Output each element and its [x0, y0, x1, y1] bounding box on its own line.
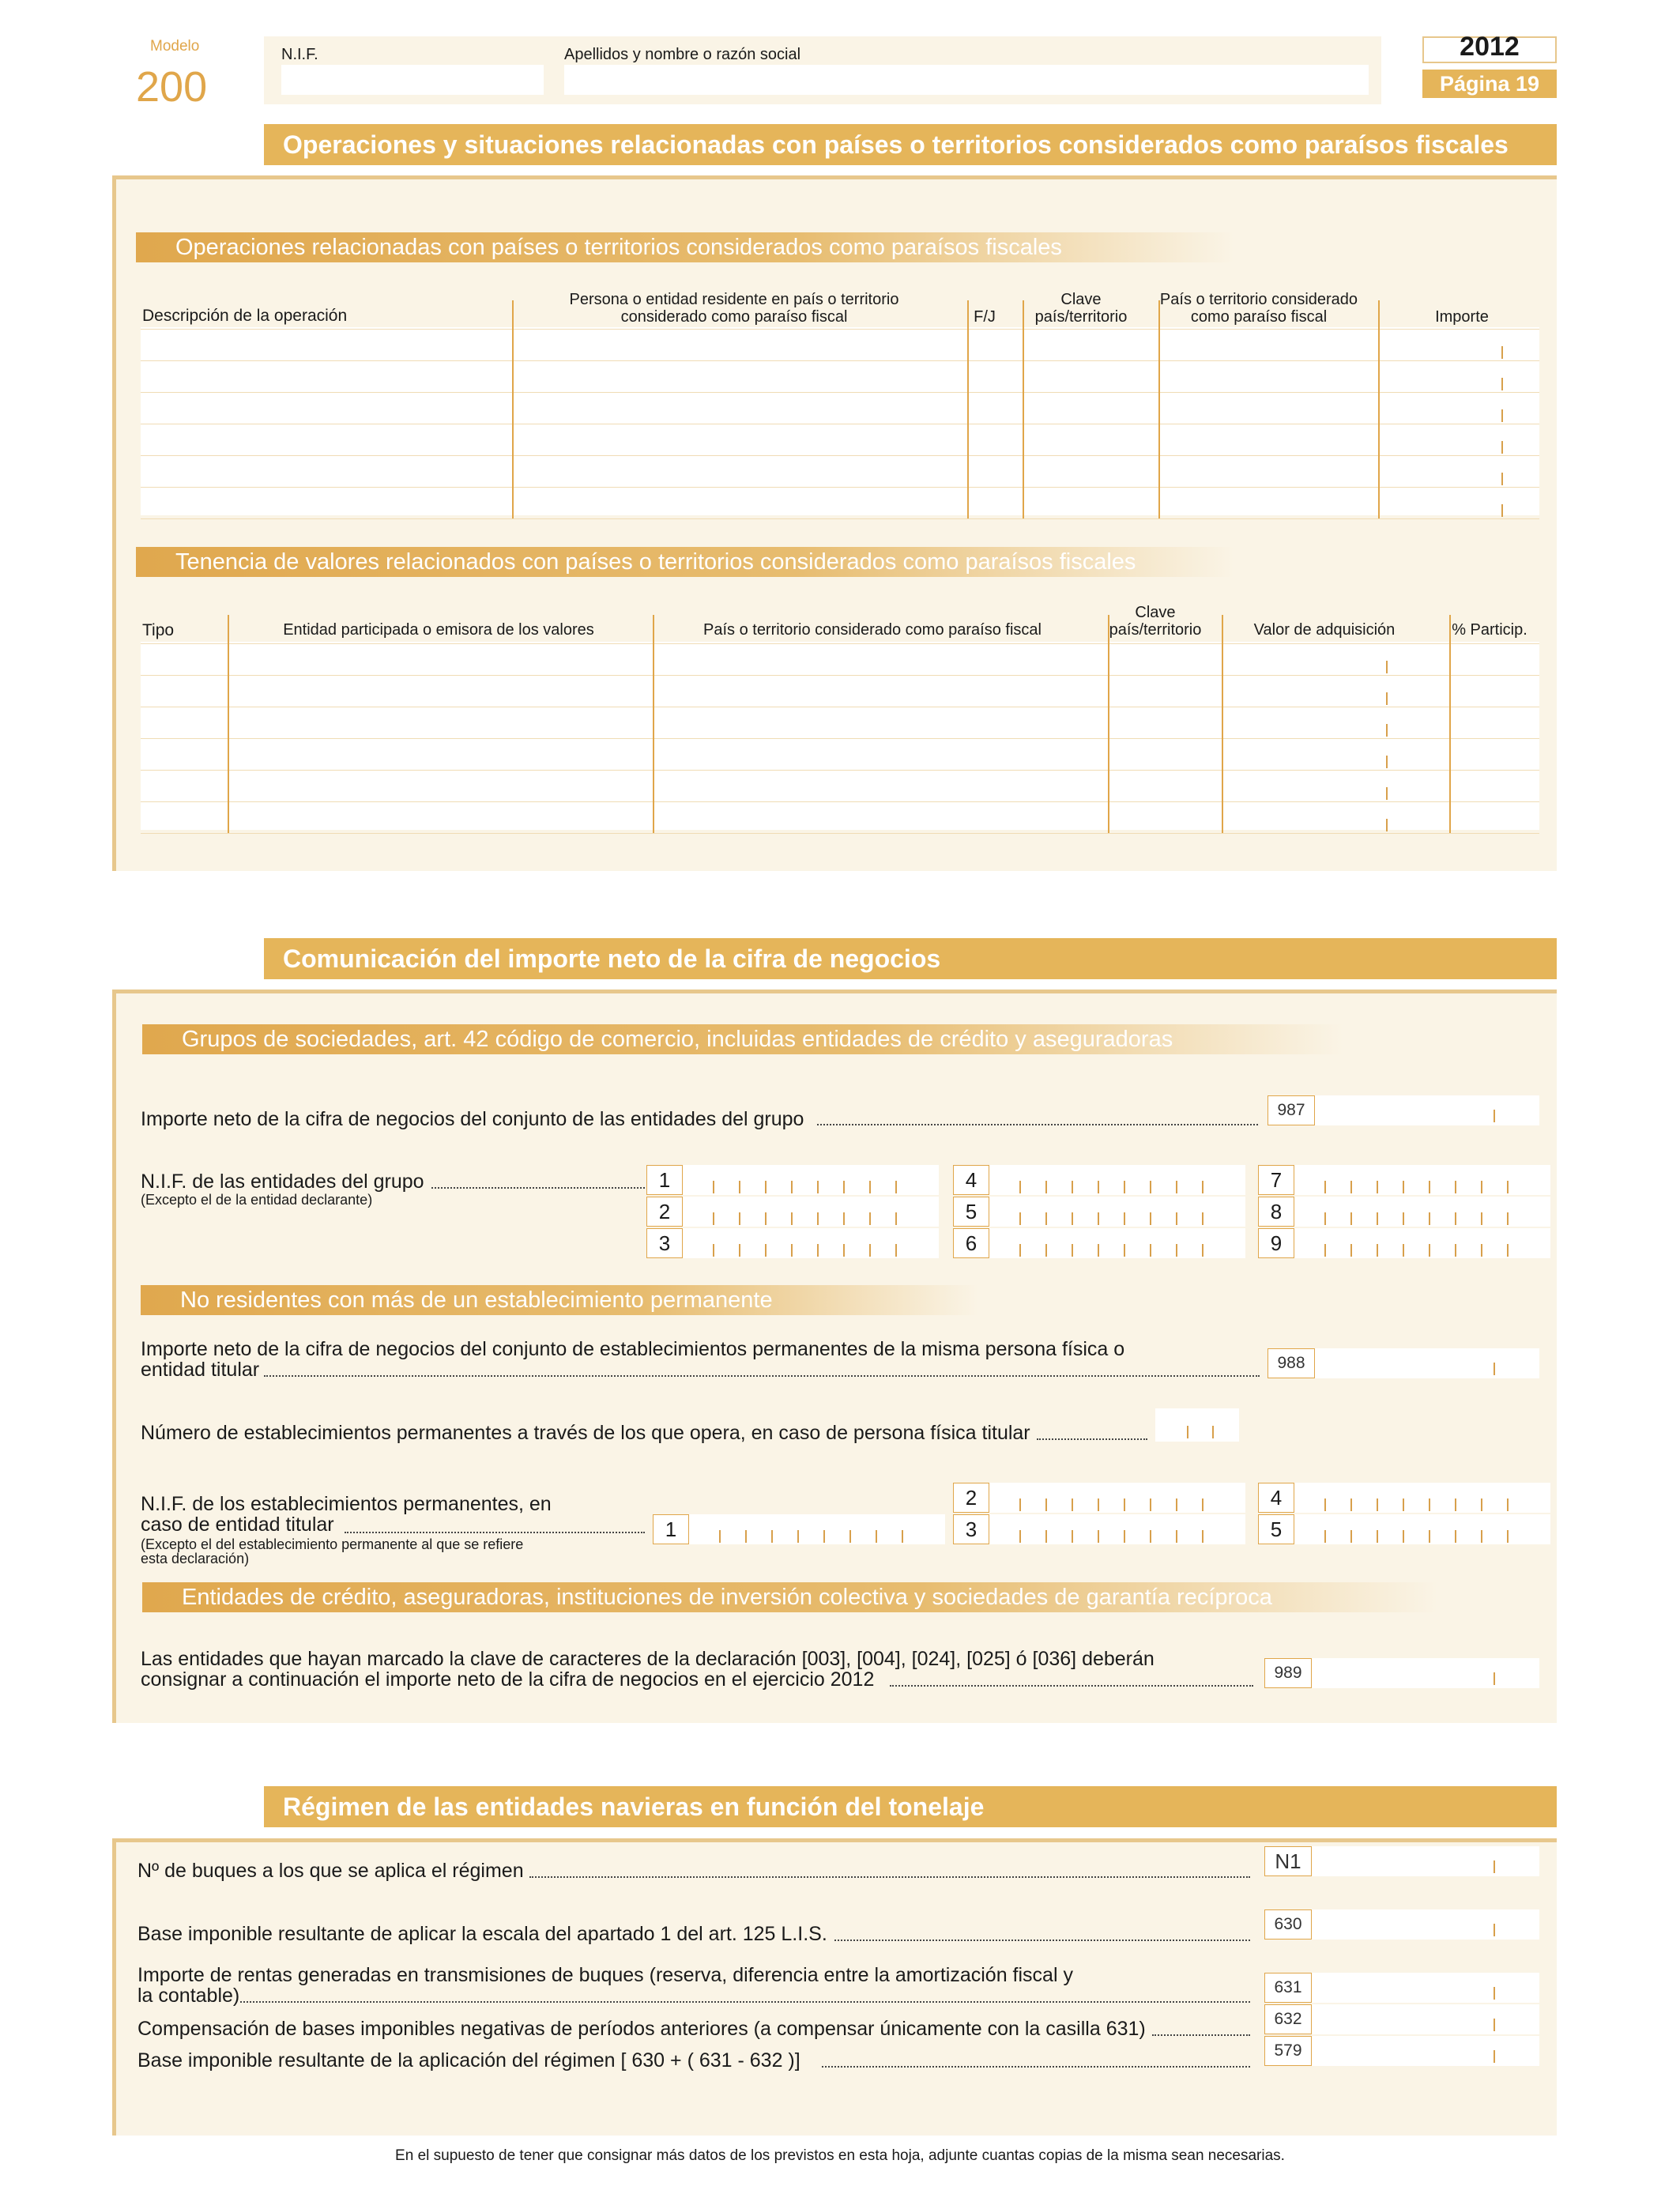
nif-digit-tick [1072, 1244, 1073, 1257]
nif-digit-tick [1019, 1244, 1021, 1257]
col-importe: Importe [1435, 308, 1489, 326]
nif-digit-tick [817, 1212, 819, 1225]
nif-digit-tick [1377, 1212, 1378, 1225]
nif-digit-tick [771, 1530, 773, 1543]
naviera-n1-tick [1494, 1860, 1495, 1873]
nif-input[interactable] [989, 1165, 1245, 1195]
naviera-row5-label: Base imponible resultante de la aplicación del régimen [ 630 + ( 631 - 632 )] [137, 2049, 800, 2071]
section3-title: Régimen de las entidades navieras en función del tonelaje [264, 1786, 1557, 1827]
table-row-line [141, 518, 1539, 519]
nif-digit-tick [1481, 1181, 1482, 1193]
nif-grupo-label: N.I.F. de las entidades del grupo [141, 1171, 424, 1193]
nif-digit-tick [713, 1244, 714, 1257]
nif-digit-tick [1429, 1181, 1430, 1193]
naviera-579-field[interactable] [1312, 2036, 1539, 2066]
nif-number: 7 [1258, 1165, 1294, 1195]
nif-digit-tick [797, 1530, 799, 1543]
naviera-631-tick [1494, 1987, 1495, 2000]
col-entidad: Entidad participada o emisora de los valores [283, 621, 594, 639]
nif-digit-tick [1045, 1181, 1047, 1193]
table-row[interactable] [141, 424, 1539, 455]
year: 2012 [1460, 32, 1520, 62]
naviera-row4-dots [1152, 2034, 1250, 2036]
nif-digit-tick [1176, 1244, 1177, 1257]
nif-digit-tick [1481, 1530, 1482, 1543]
nif-digit-tick [1098, 1498, 1099, 1511]
nif-number: 2 [646, 1197, 683, 1227]
nif-number: 6 [953, 1228, 989, 1258]
nif-digit-tick [719, 1530, 721, 1543]
nif-digit-tick [1124, 1244, 1125, 1257]
nif-digit-tick [1507, 1530, 1509, 1543]
nif-digit-tick [1507, 1212, 1509, 1225]
nif-digit-tick [1350, 1181, 1352, 1193]
nif-grupo-dots [431, 1187, 645, 1189]
nif-digit-tick [1350, 1244, 1352, 1257]
table-row[interactable] [141, 801, 1539, 833]
table-row[interactable] [141, 455, 1539, 487]
nif-digit-tick [1350, 1498, 1352, 1511]
nif-digit-tick [869, 1212, 871, 1225]
no-residentes-dots [264, 1375, 1260, 1377]
nif-digit-tick [1429, 1212, 1430, 1225]
nif-digit-tick [765, 1244, 767, 1257]
entidades-credito-dots [890, 1685, 1253, 1687]
nif-digit-tick [1019, 1498, 1021, 1511]
nif-digit-tick [1377, 1244, 1378, 1257]
nif-digit-tick [1124, 1530, 1125, 1543]
nif-digit-tick [739, 1181, 740, 1193]
importe-grupo-dots [817, 1124, 1258, 1125]
casilla-579: 579 [1264, 2036, 1312, 2066]
nif-digit-tick [876, 1530, 877, 1543]
nif-digit-tick [1176, 1498, 1177, 1511]
nif-digit-tick [823, 1530, 825, 1543]
nif-digit-tick [791, 1212, 793, 1225]
importe-988-field[interactable] [1315, 1348, 1539, 1378]
nif-digit-tick [1202, 1212, 1203, 1225]
col-clave-line1: Clave [1060, 291, 1102, 308]
no-residentes-importe-line2: entidad titular [141, 1359, 260, 1381]
nif-digit-tick [869, 1244, 871, 1257]
naviera-row2-label: Base imponible resultante de aplicar la escala del apartado 1 del art. 125 L.I.S. [137, 1923, 827, 1945]
nif-digit-tick [1403, 1244, 1404, 1257]
casilla-632: 632 [1264, 2004, 1312, 2034]
numero-establecimientos-field[interactable] [1155, 1408, 1239, 1442]
nif-input[interactable] [989, 1483, 1245, 1513]
section2-title: Comunicación del importe neto de la cifra de negocios [264, 938, 1557, 979]
nif-digit-tick [895, 1244, 897, 1257]
nif-digit-tick [1176, 1530, 1177, 1543]
nif-grupo-note: (Excepto el de la entidad declarante) [141, 1192, 373, 1208]
nif-digit-tick [843, 1181, 845, 1193]
col-tipo: Tipo [142, 621, 175, 639]
col-particip: % Particip. [1452, 621, 1527, 639]
nif-digit-tick [1507, 1244, 1509, 1257]
nif-digit-tick [1045, 1244, 1047, 1257]
nif-digit-tick [902, 1530, 903, 1543]
nif-digit-tick [1176, 1212, 1177, 1225]
nif-digit-tick [1429, 1498, 1430, 1511]
nif-digit-tick [1019, 1530, 1021, 1543]
naviera-630-tick [1494, 1924, 1495, 1936]
nif-digit-tick [1045, 1530, 1047, 1543]
naviera-631-field[interactable] [1312, 1973, 1539, 2003]
nif-number: 8 [1258, 1197, 1294, 1227]
nif-input[interactable] [689, 1514, 945, 1544]
nif-digit-tick [1124, 1181, 1125, 1193]
nif-digit-tick [765, 1181, 767, 1193]
nif-digit-tick [1150, 1181, 1151, 1193]
col-clave-valores-line2: país/territorio [1109, 621, 1202, 639]
naviera-579-tick [1494, 2050, 1495, 2063]
col-fj: F/J [974, 308, 996, 326]
nif-digit-tick [1045, 1498, 1047, 1511]
nif-digit-tick [1350, 1530, 1352, 1543]
modelo-number: 200 [136, 63, 208, 111]
nif-digit-tick [1324, 1181, 1326, 1193]
nif-digit-tick [1098, 1244, 1099, 1257]
nif-digit-tick [843, 1244, 845, 1257]
nif-digit-tick [1324, 1244, 1326, 1257]
table-row[interactable] [141, 707, 1539, 738]
entidades-credito-line1: Las entidades que hayan marcado la clave de caracteres de la declaración [003], [004], [024], [025] ó [036] deberán [141, 1648, 1155, 1670]
naviera-632-field[interactable] [1312, 2004, 1539, 2034]
table-row[interactable] [141, 329, 1539, 360]
entidades-credito-title: Entidades de crédito, aseguradoras, instituciones de inversión colectiva y sociedades de garantía recíproca [142, 1582, 1438, 1612]
nif-digit-tick [1072, 1181, 1073, 1193]
numero-tick-1 [1187, 1426, 1188, 1438]
nif-digit-tick [1202, 1181, 1203, 1193]
nif-digit-tick [1124, 1498, 1125, 1511]
nif-number: 4 [953, 1165, 989, 1195]
nif-digit-tick [1124, 1212, 1125, 1225]
nif-number: 5 [953, 1197, 989, 1227]
nif-digit-tick [1202, 1530, 1203, 1543]
naviera-row4-label: Compensación de bases imponibles negativas de períodos anteriores (a compensar únicamente con la casilla 631) [137, 2018, 1146, 2040]
footer-note: En el supuesto de tener que consignar más datos de los previstos en esta hoja, adjunte cuantas copias de la misma sean necesarias. [395, 2147, 1285, 2164]
nif-digit-tick [739, 1244, 740, 1257]
importe-988-tick [1494, 1363, 1495, 1375]
nif-digit-tick [1455, 1530, 1456, 1543]
nif-digit-tick [1481, 1212, 1482, 1225]
nif-digit-tick [1455, 1498, 1456, 1511]
col-pais-valores: País o territorio considerado como paraíso fiscal [703, 621, 1042, 639]
nif-digit-tick [1403, 1212, 1404, 1225]
importe-987-field[interactable] [1315, 1095, 1539, 1125]
col-clave [1015, 291, 1147, 326]
nif-establecimientos-note2: esta declaración) [141, 1551, 250, 1566]
numero-establecimientos-label: Número de establecimientos permanentes a través de los que opera, en caso de persona física titular [141, 1422, 1030, 1444]
nif-digit-tick [1324, 1530, 1326, 1543]
nif-label: N.I.F. [281, 46, 318, 63]
nif-digit-tick [1072, 1530, 1073, 1543]
nif-digit-tick [1072, 1498, 1073, 1511]
col-pais-line1: País o territorio considerado [1159, 291, 1358, 308]
table-row[interactable] [141, 675, 1539, 707]
nif-digit-tick [1150, 1244, 1151, 1257]
no-residentes-title: No residentes con más de un establecimiento permanente [141, 1285, 978, 1315]
nif-digit-tick [895, 1181, 897, 1193]
naviera-632-tick [1494, 2019, 1495, 2031]
page-number: Página 19 [1422, 70, 1557, 98]
naviera-row2-dots [834, 1940, 1250, 1941]
nif-digit-tick [1324, 1498, 1326, 1511]
table-row[interactable] [141, 392, 1539, 424]
col-valor-adquisicion: Valor de adquisición [1253, 621, 1396, 639]
nif-digit-tick [1377, 1498, 1378, 1511]
nif-number: 4 [1258, 1483, 1294, 1513]
naviera-row1-dots [529, 1876, 1250, 1878]
nif-digit-tick [1429, 1244, 1430, 1257]
table-row[interactable] [141, 643, 1539, 675]
nif-establecimientos-line2: caso de entidad titular [141, 1514, 334, 1536]
nif-establecimientos-line1: N.I.F. de los establecimientos permanentes, en [141, 1493, 552, 1515]
nif-digit-tick [1455, 1244, 1456, 1257]
table-row[interactable] [141, 770, 1539, 801]
naviera-row1-label: Nº de buques a los que se aplica el régimen [137, 1860, 524, 1882]
nif-digit-tick [1429, 1530, 1430, 1543]
nif-digit-tick [745, 1530, 747, 1543]
nif-input[interactable] [1294, 1165, 1550, 1195]
table-row-line [141, 833, 1539, 834]
sub1-title: Operaciones relacionadas con países o territorios considerados como paraísos fiscales [136, 232, 1234, 262]
col-clave-valores [1100, 604, 1211, 639]
nif-digit-tick [1202, 1498, 1203, 1511]
casilla-n1: N1 [1264, 1846, 1312, 1876]
nif-number: 1 [646, 1165, 683, 1195]
nif-digit-tick [1150, 1498, 1151, 1511]
nif-digit-tick [713, 1212, 714, 1225]
casilla-987: 987 [1268, 1095, 1315, 1125]
nif-digit-tick [1403, 1498, 1404, 1511]
col-pais-line2: como paraíso fiscal [1190, 308, 1328, 326]
nif-digit-tick [1403, 1181, 1404, 1193]
nif-digit-tick [1507, 1181, 1509, 1193]
nif-digit-tick [1176, 1181, 1177, 1193]
nif-digit-tick [1481, 1498, 1482, 1511]
nif-digit-tick [1377, 1530, 1378, 1543]
sub2-title: Tenencia de valores relacionados con países o territorios considerados como paraísos fiscales [136, 547, 1234, 577]
table-row[interactable] [141, 487, 1539, 518]
nif-digit-tick [765, 1212, 767, 1225]
nif-digit-tick [791, 1181, 793, 1193]
nif-input[interactable] [989, 1197, 1245, 1227]
nif-number: 1 [653, 1514, 689, 1544]
nif-digit-tick [1098, 1530, 1099, 1543]
nif-digit-tick [1072, 1212, 1073, 1225]
nif-digit-tick [1481, 1244, 1482, 1257]
casilla-630: 630 [1264, 1909, 1312, 1940]
naviera-row3-label2: la contable) [137, 1985, 240, 2007]
nif-digit-tick [1098, 1181, 1099, 1193]
nif-input[interactable] [1294, 1514, 1550, 1544]
nif-digit-tick [1350, 1212, 1352, 1225]
nif-digit-tick [1098, 1212, 1099, 1225]
modelo-label: Modelo [150, 38, 200, 55]
naviera-630-field[interactable] [1312, 1909, 1539, 1940]
nif-digit-tick [843, 1212, 845, 1225]
nif-digit-tick [1377, 1181, 1378, 1193]
name-label: Apellidos y nombre o razón social [564, 46, 801, 63]
nif-number: 9 [1258, 1228, 1294, 1258]
nif-digit-tick [1150, 1530, 1151, 1543]
nif-digit-tick [1202, 1244, 1203, 1257]
importe-989-field[interactable] [1312, 1658, 1539, 1688]
nif-input[interactable] [1294, 1197, 1550, 1227]
table-row[interactable] [141, 360, 1539, 392]
col-persona [509, 291, 959, 326]
casilla-988: 988 [1268, 1348, 1315, 1378]
nif-input[interactable] [683, 1228, 939, 1258]
nif-digit-tick [1403, 1530, 1404, 1543]
col-pais [1152, 291, 1365, 326]
nif-input[interactable] [1294, 1483, 1550, 1513]
nif-digit-tick [817, 1244, 819, 1257]
nif-digit-tick [739, 1212, 740, 1225]
nif-digit-tick [713, 1181, 714, 1193]
grupos-title: Grupos de sociedades, art. 42 código de comercio, incluidas entidades de crédito y aseguradoras [142, 1024, 1343, 1054]
importe-grupo-label: Importe neto de la cifra de negocios del conjunto de las entidades del grupo [141, 1108, 804, 1130]
naviera-row5-dots [822, 2066, 1250, 2068]
importe-989-tick [1494, 1672, 1495, 1685]
numero-tick-2 [1212, 1426, 1214, 1438]
nif-number: 3 [953, 1514, 989, 1544]
casilla-631: 631 [1264, 1973, 1312, 2003]
naviera-n1-field[interactable] [1312, 1846, 1539, 1876]
col-persona-line2: considerado como paraíso fiscal [620, 308, 848, 326]
nif-input[interactable] [989, 1228, 1245, 1258]
nif-digit-tick [895, 1212, 897, 1225]
nif-digit-tick [817, 1181, 819, 1193]
nif-field[interactable] [281, 65, 544, 95]
nif-digit-tick [1150, 1212, 1151, 1225]
nif-digit-tick [849, 1530, 851, 1543]
naviera-row3-label1: Importe de rentas generadas en transmisiones de buques (reserva, diferencia entre la amortización fiscal y [137, 1964, 1073, 1986]
col-descripcion: Descripción de la operación [142, 307, 348, 325]
nif-digit-tick [1045, 1212, 1047, 1225]
nif-number: 5 [1258, 1514, 1294, 1544]
nif-digit-tick [1455, 1212, 1456, 1225]
nif-input[interactable] [683, 1197, 939, 1227]
nif-establecimientos-note1: (Excepto el del establecimiento permanente al que se refiere [141, 1536, 524, 1552]
name-field[interactable] [564, 65, 1369, 95]
nif-digit-tick [1507, 1498, 1509, 1511]
naviera-row3-dots [240, 2001, 1250, 2003]
nif-digit-tick [1455, 1181, 1456, 1193]
nif-input[interactable] [683, 1165, 939, 1195]
nif-digit-tick [1324, 1212, 1326, 1225]
col-persona-line1: Persona o entidad residente en país o territorio [569, 291, 899, 308]
nif-number: 3 [646, 1228, 683, 1258]
importe-987-tick [1494, 1110, 1495, 1122]
nif-digit-tick [1019, 1212, 1021, 1225]
numero-establecimientos-dots [1037, 1438, 1147, 1440]
nif-input[interactable] [989, 1514, 1245, 1544]
table-row[interactable] [141, 738, 1539, 770]
nif-digit-tick [791, 1244, 793, 1257]
col-clave-valores-line1: Clave [1135, 604, 1176, 621]
col-clave-line2: país/territorio [1034, 308, 1128, 326]
nif-digit-tick [1019, 1181, 1021, 1193]
nif-establecimientos-dots [345, 1532, 645, 1533]
no-residentes-importe-line1: Importe neto de la cifra de negocios del conjunto de establecimientos permanentes de la misma persona física o [141, 1338, 1125, 1360]
nif-digit-tick [869, 1181, 871, 1193]
casilla-989: 989 [1264, 1658, 1312, 1688]
entidades-credito-line2: consignar a continuación el importe neto de la cifra de negocios en el ejercicio 2012 [141, 1668, 875, 1691]
section1-title: Operaciones y situaciones relacionadas con países o territorios considerados como paraísos fiscales [264, 124, 1557, 165]
nif-input[interactable] [1294, 1228, 1550, 1258]
nif-number: 2 [953, 1483, 989, 1513]
